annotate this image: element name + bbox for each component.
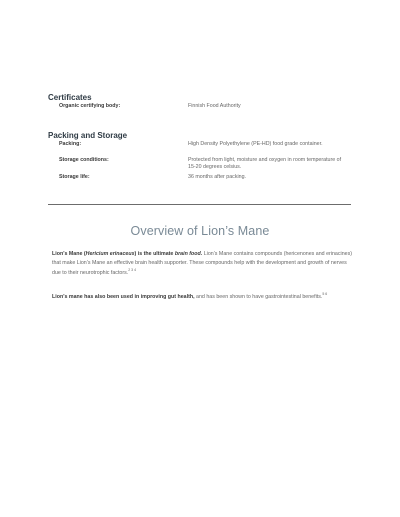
packing-label: Packing: xyxy=(59,141,82,147)
storage-conditions-value: Protected from light, moisture and oxygen in room temperature of 15-20 degrees celsius. xyxy=(188,157,342,171)
packing-heading: Packing and Storage xyxy=(48,131,128,140)
storage-conditions-label: Storage conditions: xyxy=(59,157,109,163)
p1-text: Lion’s Mane contains compounds (hericenones and erinacines) that make Lion’s Mane an effective brain health supporter. These compounds help with the development and growth of nerves due to their neurotrophic factors. xyxy=(52,251,353,276)
overview-paragraph-1 xyxy=(52,250,352,278)
p1-bold-b: ) is the ultimate xyxy=(134,251,175,257)
certificates-heading: Certificates xyxy=(48,93,92,102)
p2-bold: Lion’s mane has also been used in improving gut health, xyxy=(52,294,195,300)
storage-life-value: 36 months after packing. xyxy=(188,174,247,180)
p1-bold-a: Lion’s Mane ( xyxy=(52,251,86,257)
p1-bold-italic-a: Hericium erinaceus xyxy=(85,251,135,257)
storage-life-label: Storage life: xyxy=(59,174,90,180)
section-divider xyxy=(48,204,351,205)
packing-value: High Density Polyethylene (PE-HD) food grade container. xyxy=(188,141,323,147)
overview-heading: Overview of Lion’s Mane xyxy=(130,224,270,238)
overview-paragraph-2 xyxy=(52,293,352,302)
certificate-label: Organic certifying body: xyxy=(59,103,121,109)
p2-references: 5 6 xyxy=(322,292,328,296)
certificate-value: Finnish Food Authority xyxy=(188,103,241,109)
p1-bold-italic-b: brain food. xyxy=(174,251,203,257)
p1-references: 2 3 4 xyxy=(128,267,137,272)
p2-text: and has been shown to have gastrointestinal benefits. xyxy=(194,294,323,300)
